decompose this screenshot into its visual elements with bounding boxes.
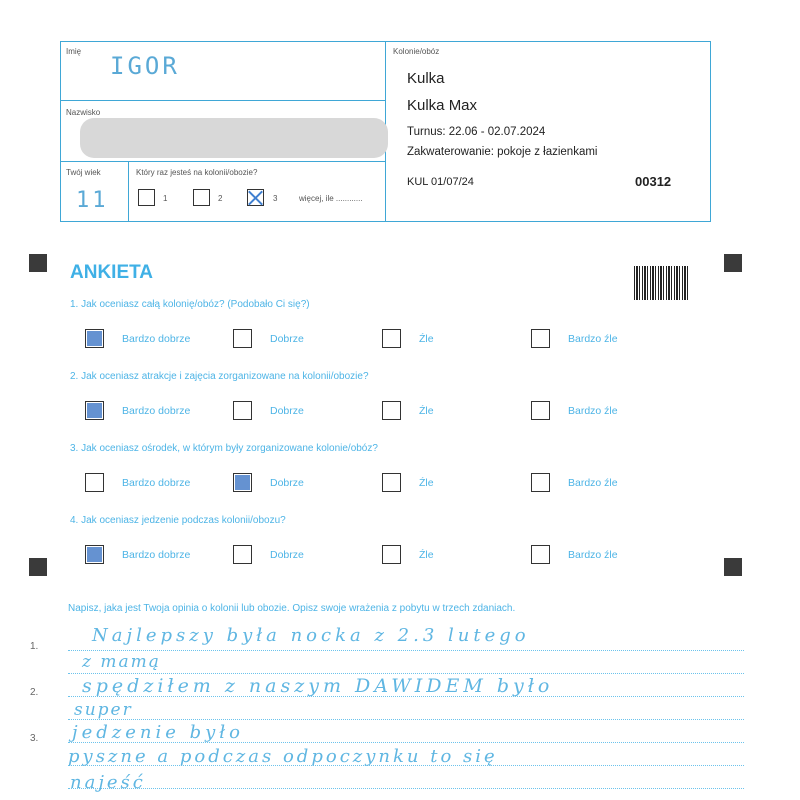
question-4: 4. Jak oceniasz jedzenie podczas kolonii/obozu? [70,515,286,526]
visit-option-1: 1 [163,194,168,203]
handwritten-line-3c[interactable]: najeść [70,772,146,793]
visit-option-3: 3 [273,194,278,203]
handwritten-line-2b[interactable]: super [74,700,133,720]
q1-option-4-checkbox[interactable] [531,329,550,348]
handwritten-line-2[interactable]: spędziłem z naszym DAWIDEM było [82,675,554,697]
q4-option-1-label: Bardzo dobrze [122,549,191,561]
q2-option-1-label: Bardzo dobrze [122,405,191,417]
handwritten-line-3[interactable]: jedzenie było [72,722,244,743]
dotted-line [68,719,744,720]
camp-subname: Kulka Max [407,97,478,114]
opinion-prompt: Napisz, jaka jest Twoja opinia o kolonii lub obozie. Opisz swoje wrażenia z pobytu w trzech zdaniach. [68,603,516,614]
corner-marker-tl [29,254,47,272]
form-number: 00312 [635,174,672,189]
q4-option-2-checkbox[interactable] [233,545,252,564]
handwritten-line-1b[interactable]: z mamą [82,652,161,672]
q1-option-3-checkbox[interactable] [382,329,401,348]
handwritten-line-3b[interactable]: pyszne a podczas odpoczynku to się [68,746,498,767]
q1-option-1-checkbox[interactable] [85,329,104,348]
camp-name: Kulka [407,70,445,87]
q3-option-1-label: Bardzo dobrze [122,477,191,489]
q4-option-3-checkbox[interactable] [382,545,401,564]
dotted-line [68,650,744,651]
corner-marker-tr [724,254,742,272]
line-number-3: 3. [30,733,39,744]
q2-option-4-label: Bardzo źle [568,405,618,417]
question-1: 1. Jak oceniasz całą kolonię/obóz? (Podobało Ci się?) [70,299,310,310]
q2-option-4-checkbox[interactable] [531,401,550,420]
nazwisko-label: Nazwisko [66,108,101,117]
turnus: Turnus: 22.06 - 02.07.2024 [407,126,546,138]
q2-option-3-label: Źle [419,405,434,417]
q4-option-1-checkbox[interactable] [85,545,104,564]
q2-option-1-checkbox[interactable] [85,401,104,420]
imie-value[interactable]: IGOR [110,52,180,80]
q3-option-2-label: Dobrze [270,477,304,489]
q1-option-2-label: Dobrze [270,333,304,345]
line-number-2: 2. [30,687,39,698]
q1-option-4-label: Bardzo źle [568,333,618,345]
q4-option-3-label: Źle [419,549,434,561]
wiek-label: Twój wiek [66,168,101,177]
corner-marker-bl [29,558,47,576]
wiek-value[interactable]: 11 [76,188,109,213]
q3-option-4-checkbox[interactable] [531,473,550,492]
question-3: 3. Jak oceniasz ośrodek, w którym były zorganizowane kolonie/obóz? [70,443,378,454]
q2-option-3-checkbox[interactable] [382,401,401,420]
q4-option-4-checkbox[interactable] [531,545,550,564]
survey-title: ANKIETA [70,262,154,283]
divider-imie [60,100,386,101]
dotted-line [68,788,744,789]
visit-option-2: 2 [218,194,223,203]
q3-option-2-checkbox[interactable] [233,473,252,492]
q3-option-4-label: Bardzo źle [568,477,618,489]
q3-option-1-checkbox[interactable] [85,473,104,492]
divider-wiek [128,161,129,222]
q1-option-2-checkbox[interactable] [233,329,252,348]
question-2: 2. Jak oceniasz atrakcje i zajęcia zorganizowane na kolonii/obozie? [70,371,369,382]
q4-option-4-label: Bardzo źle [568,549,618,561]
dotted-line [68,673,744,674]
q1-option-3-label: Źle [419,333,434,345]
visit-checkbox-3[interactable] [247,189,264,206]
zakwaterowanie: Zakwaterowanie: pokoje z łazienkami [407,146,598,158]
q3-option-3-checkbox[interactable] [382,473,401,492]
visit-more-label: więcej, ile ............ [299,194,363,203]
line-number-1: 1. [30,641,39,652]
q2-option-2-label: Dobrze [270,405,304,417]
barcode [634,266,690,300]
visit-checkbox-2[interactable] [193,189,210,206]
q1-option-1-label: Bardzo dobrze [122,333,191,345]
camp-code: KUL 01/07/24 [407,176,474,188]
handwritten-line-1[interactable]: Najlepszy była nocka z 2.3 lutego [92,625,530,646]
visit-checkbox-1[interactable] [138,189,155,206]
corner-marker-br [724,558,742,576]
kolonie-label: Kolonie/obóz [393,47,440,56]
imie-label: Imię [66,47,82,56]
q2-option-2-checkbox[interactable] [233,401,252,420]
divider-nazwisko [60,161,386,162]
q4-option-2-label: Dobrze [270,549,304,561]
redacted-surname [80,118,388,158]
ktory-raz-label: Który raz jesteś na kolonii/obozie? [136,168,258,177]
q3-option-3-label: Źle [419,477,434,489]
